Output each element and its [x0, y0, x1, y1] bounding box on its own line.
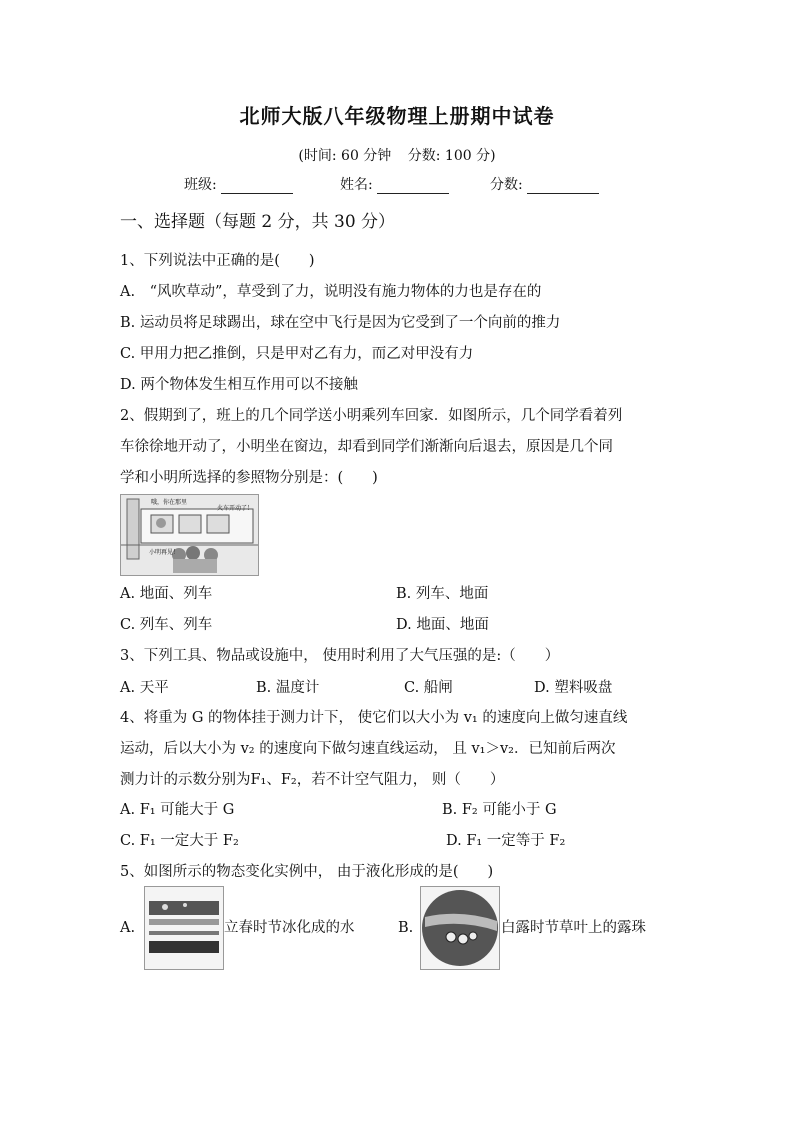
q2-line-2: 车徐徐地开动了，小明坐在窗边，却看到同学们渐渐向后退去，原因是几个同: [120, 439, 613, 455]
q5-stem: 5、如图所示的物态变化实例中， 由于液化形成的是( ): [120, 864, 494, 880]
q4-line-1: 4、将重为 G 的物体挂于测力计下， 使它们以大小为 v₁ 的速度向上做匀速直线: [120, 710, 628, 726]
q2-img-bubble-1: 哦，你在那里: [151, 499, 188, 506]
page-title: 北师大版八年级物理上册期中试卷: [239, 104, 555, 128]
name-label: 姓名:: [340, 177, 373, 193]
q1-option-d: D. 两个物体发生相互作用可以不接触: [120, 377, 358, 393]
q4-line-2: 运动，后以大小为 v₂ 的速度向下做匀速直线运动， 且 v₁＞v₂．已知前后两次: [120, 741, 616, 757]
q3-stem: 3、下列工具、物品或设施中， 使用时利用了大气压强的是:（ ）: [120, 648, 560, 664]
q2-train-image: [120, 494, 259, 576]
q3-option-b: B. 温度计: [256, 680, 320, 696]
q5-option-a-label: A.: [120, 920, 136, 936]
q2-img-bubble-2: 火车开动了！: [217, 505, 254, 512]
q2-line-1: 2、假期到了，班上的几个同学送小明乘列车回家．如图所示，几个同学看着列: [120, 408, 623, 424]
q2-img-bubble-3: 小明再见！: [149, 549, 180, 556]
q3-option-d: D. 塑料吸盘: [534, 680, 613, 696]
exam-time: (时间: 60 分钟: [298, 148, 392, 164]
q5-dew-image: [420, 886, 500, 970]
class-blank: [221, 179, 293, 194]
q3-option-a: A. 天平: [120, 680, 169, 696]
q4-option-c: C. F₁ 一定大于 F₂: [120, 833, 239, 849]
exam-meta: [0, 145, 794, 165]
class-field: [184, 174, 293, 194]
name-blank: [377, 179, 449, 194]
q2-option-a: A. 地面、列车: [120, 586, 213, 602]
q3-option-c: C. 船闸: [404, 680, 453, 696]
q4-line-3: 测力计的示数分别为F₁、F₂，若不计空气阻力， 则（ ）: [120, 772, 505, 788]
q2-line-3: 学和小明所选择的参照物分别是：( ): [120, 470, 378, 486]
exam-total-score: 分数: 100 分): [407, 148, 496, 164]
q5-option-a-caption: 立春时节冰化成的水: [224, 920, 355, 936]
q1-option-a: A. “风吹草动”，草受到了力，说明没有施力物体的力也是存在的: [120, 284, 542, 300]
q2-option-c: C. 列车、列车: [120, 617, 213, 633]
score-field: [490, 174, 599, 194]
q2-option-b: B. 列车、地面: [396, 586, 489, 602]
q1-stem: 1、下列说法中正确的是( ): [120, 253, 315, 269]
q1-option-c: C. 甲用力把乙推倒，只是甲对乙有力，而乙对甲没有力: [120, 346, 474, 362]
q4-option-a: A. F₁ 可能大于 G: [120, 802, 235, 818]
q1-option-b: B. 运动员将足球踢出，球在空中飞行是因为它受到了一个向前的推力: [120, 315, 561, 331]
section-heading: 一、选择题（每题 2 分，共 30 分）: [120, 212, 396, 232]
class-label: 班级:: [184, 177, 217, 193]
q4-option-d: D. F₁ 一定等于 F₂: [446, 833, 566, 849]
q4-option-b: B. F₂ 可能小于 G: [442, 802, 557, 818]
q5-ice-melting-image: [144, 886, 224, 970]
q5-option-b-caption: 白露时节草叶上的露珠: [501, 920, 646, 936]
score-label: 分数:: [490, 177, 523, 193]
name-field: [340, 174, 449, 194]
score-blank: [527, 179, 599, 194]
q2-option-d: D. 地面、地面: [396, 617, 489, 633]
q5-option-b-label: B.: [398, 920, 414, 936]
